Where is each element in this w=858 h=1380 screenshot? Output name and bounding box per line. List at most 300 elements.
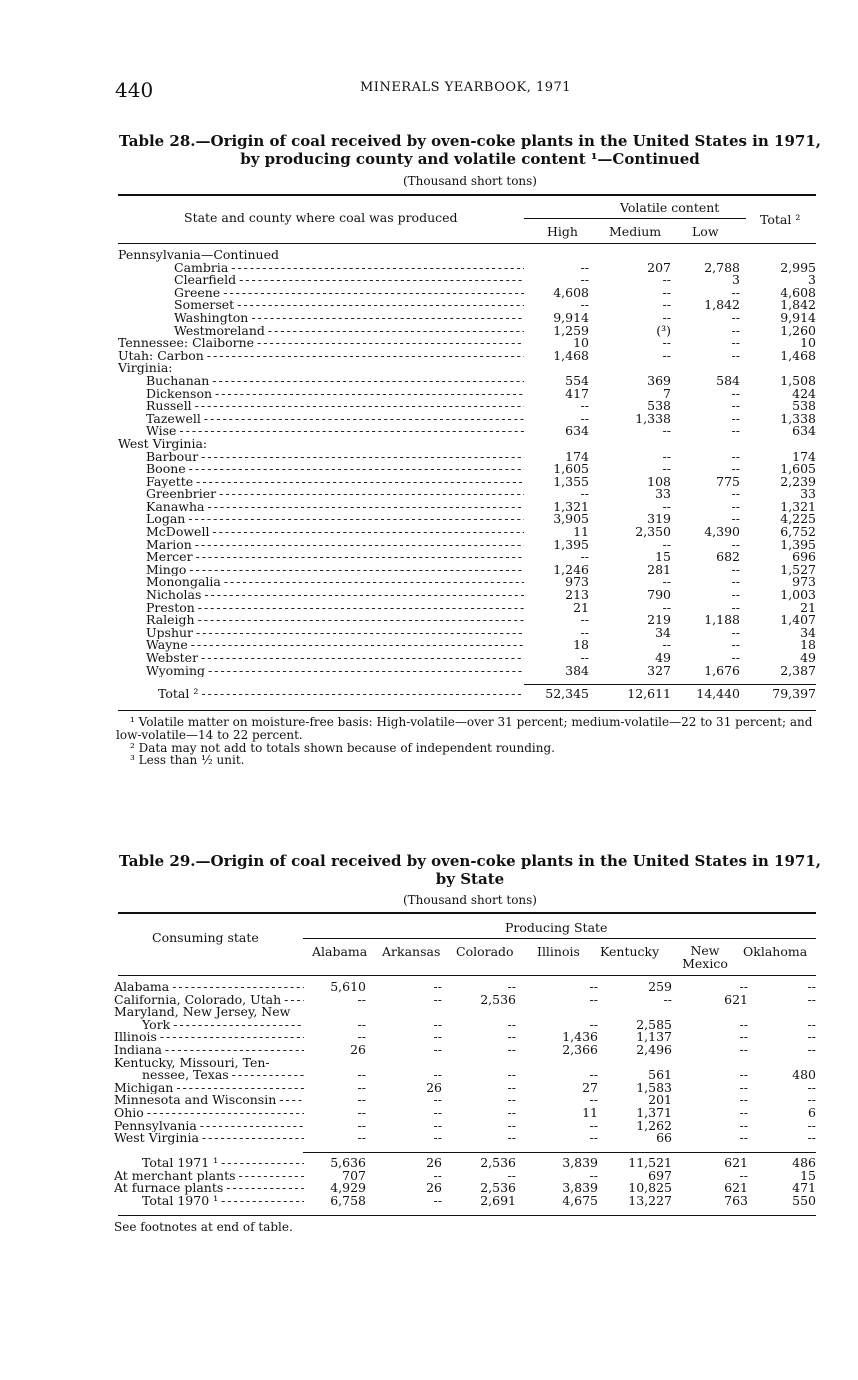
table28-cell-2: 3: [732, 274, 740, 287]
table29-cell-0: 26: [350, 1043, 366, 1057]
table28-cell-2: --: [731, 652, 740, 665]
table29-note: See footnotes at end of table.: [114, 1220, 293, 1234]
table28-cell-3: 696: [792, 551, 816, 564]
table29-summary-cell-0: 5,636: [330, 1157, 366, 1170]
row-label: [118, 413, 524, 426]
table29-cell-3: --: [589, 1119, 598, 1133]
table28-cell-0: 1,321: [553, 500, 589, 514]
table29-cell-5: --: [739, 1069, 748, 1082]
table29-summary-cell-3: 4,675: [562, 1194, 598, 1208]
table28-cell-2: --: [731, 387, 740, 401]
table28-cell-2: --: [731, 538, 740, 552]
table28-cell-2: --: [731, 400, 740, 413]
table29-header-rule: [118, 975, 816, 976]
row-label-text: Tazewell: [146, 412, 201, 426]
row-label-text: Mercer: [146, 551, 193, 564]
table28-cell-1: --: [662, 274, 671, 287]
table28-cell-3: 1,508: [780, 374, 816, 388]
table28-row: [118, 526, 816, 539]
table28-cell-1: 15: [655, 551, 671, 564]
table28-cell-1: --: [662, 639, 671, 652]
total-high: 52,345: [545, 688, 589, 701]
row-label: [118, 262, 524, 275]
leader-dots: [248, 312, 524, 325]
table29-row: [114, 1094, 816, 1107]
row-label-text: Logan: [146, 513, 186, 527]
table29-bottom-rule: [118, 1215, 816, 1216]
row-label-text: Wayne: [146, 639, 188, 652]
table29-cell-6: [748, 1006, 816, 1019]
table29-row: [114, 1044, 816, 1057]
table29-group-rule: [303, 938, 816, 939]
table28-cell-3: 18: [800, 639, 816, 652]
row-label: [114, 1132, 304, 1145]
row-label-text: Cambria: [174, 261, 229, 275]
table29-summary: [114, 1157, 816, 1207]
row-label-text: Preston: [146, 601, 195, 615]
row-label: [118, 476, 524, 489]
row-label-text: Wise: [146, 425, 177, 438]
table28-cell-2: --: [731, 488, 740, 501]
row-label: [118, 501, 524, 514]
leader-dots: [176, 425, 524, 438]
table28-cell-0: 1,605: [553, 463, 589, 476]
table28-cell-2: --: [731, 500, 740, 514]
table28-cell-1: 2,350: [635, 526, 671, 539]
table29-cell-6: --: [807, 993, 816, 1007]
table28-row: [118, 388, 816, 401]
row-label: [114, 1031, 304, 1044]
row-label: Total ² - - -: [118, 688, 524, 701]
table28-cell-1: [589, 249, 671, 262]
table29-cell-2: --: [507, 1081, 516, 1095]
table29-summary-cell-4: 11,521: [628, 1157, 672, 1170]
table28-cell-0: 1,246: [553, 563, 589, 577]
table29-summary-cell-3: 3,839: [562, 1157, 598, 1170]
row-label-text: Fayette: [146, 475, 194, 489]
table28-cell-2: --: [731, 639, 740, 652]
row-label: [118, 513, 524, 526]
table28-row: [118, 589, 816, 602]
leader-dots: [281, 994, 304, 1007]
table29-cell-6: --: [807, 1081, 816, 1095]
table28-row: [118, 463, 816, 476]
table29-cell-0: --: [357, 1094, 366, 1107]
row-label-text: Clearfield: [174, 274, 237, 287]
table29-title-line1: Table 29.—Origin of coal received by oven-coke plants in the United States in 1971,: [119, 852, 821, 870]
row-label: [118, 400, 524, 413]
table29-cell-1: [366, 1057, 442, 1070]
row-label: [118, 564, 524, 577]
row-label-text: At merchant plants: [114, 1169, 236, 1183]
table29-cell-6: 6: [808, 1106, 816, 1120]
leader-dots: [198, 652, 524, 665]
table28-cell-3: [740, 438, 816, 451]
table28-cell-2: --: [731, 450, 740, 464]
row-label-text: At furnace plants: [114, 1182, 224, 1195]
table28-cell-1: --: [662, 337, 671, 350]
row-label-text: Michigan: [114, 1081, 174, 1095]
table28-cell-0: --: [580, 652, 589, 665]
leader-dots: [197, 1120, 304, 1133]
table28-cell-3: 424: [792, 387, 816, 401]
table29-summary-cell-2: 2,536: [480, 1157, 516, 1170]
table29-cell-1: --: [433, 993, 442, 1007]
table28-cell-0: 3,905: [553, 513, 589, 527]
table29-row: [114, 1107, 816, 1120]
table28-row: [118, 325, 816, 338]
table28-cell-1: --: [662, 311, 671, 325]
table28-cell-3: 1,842: [780, 299, 816, 312]
table29-summary-cell-2: 2,691: [480, 1194, 516, 1208]
table28-cell-2: --: [731, 324, 740, 338]
table28-cell-2: --: [731, 425, 740, 438]
table28-cell-0: --: [580, 488, 589, 501]
table29-cell-6: --: [807, 1018, 816, 1032]
table28-cell-2: 1,188: [704, 614, 740, 627]
table29-cell-4: 1,371: [636, 1106, 672, 1120]
table28-cell-2: --: [731, 513, 740, 527]
row-label-text: West Virginia:: [118, 437, 208, 451]
table29-cell-4: 1,262: [636, 1119, 672, 1133]
row-label: [118, 652, 524, 665]
table29-cell-6: --: [807, 981, 816, 994]
table28-row: [118, 652, 816, 665]
leader-dots: [236, 274, 524, 287]
table29-row: [114, 1031, 816, 1044]
table29-cell-2: --: [507, 981, 516, 994]
row-label: [114, 1094, 304, 1107]
row-label-text: Dickenson: [146, 387, 213, 401]
table29-cell-2: --: [507, 1043, 516, 1057]
total-total: 79,397: [772, 688, 816, 701]
table28-cell-0: [524, 249, 589, 262]
table28-cell-1: 207: [647, 261, 671, 275]
table28-unit: (Thousand short tons): [402, 174, 537, 188]
table28-cell-3: 1,468: [780, 349, 816, 363]
page-number: 440: [115, 78, 154, 102]
leader-dots: [198, 451, 524, 464]
table28-cell-1: (³): [656, 324, 671, 338]
table29-cell-4: 2,496: [636, 1043, 672, 1057]
leader-dots: [209, 375, 524, 388]
table29-row: [114, 1057, 816, 1070]
table28-cell-2: 584: [716, 374, 740, 388]
table29-cell-0: --: [357, 1069, 366, 1082]
row-label: [118, 425, 524, 438]
table29-summary-cell-6: 15: [800, 1169, 816, 1183]
table28-cell-1: 281: [647, 563, 671, 577]
row-label-text: Pennsylvania—Continued: [118, 249, 279, 262]
table28-cell-1: --: [662, 500, 671, 514]
table29-summary-cell-6: 486: [792, 1157, 816, 1170]
table28-cell-2: --: [731, 311, 740, 325]
table29-col-colorado: Colorado: [456, 944, 514, 959]
table28-cell-1: 327: [647, 664, 671, 678]
table28-cell-0: 9,914: [553, 311, 589, 325]
table29-total-rule: [303, 1152, 816, 1153]
row-label-text: Washington: [174, 311, 249, 325]
table28-cell-3: 1,395: [780, 538, 816, 552]
table28-cell-2: --: [731, 563, 740, 577]
table29-summary-cell-0: 707: [342, 1169, 366, 1183]
table28-title-line1: Table 28.—Origin of coal received by oven-coke plants in the United States in 1971,: [119, 132, 821, 150]
row-label: [118, 325, 524, 338]
table29-cell-1: --: [433, 1069, 442, 1082]
row-label: [114, 1120, 304, 1133]
leader-dots: [218, 1157, 304, 1170]
row-label: [114, 1069, 304, 1082]
row-label: [118, 551, 524, 564]
leader-dots: [192, 539, 524, 552]
table29-row: [114, 1019, 816, 1032]
table29-cell-5: --: [739, 1094, 748, 1107]
row-label-text: Total 1971 ¹: [142, 1157, 219, 1170]
table28-col-low: Low: [692, 224, 719, 239]
table28-cell-0: [524, 438, 589, 451]
table29-cell-4: [598, 1057, 672, 1070]
table28-cell-0: 1,468: [553, 349, 589, 363]
row-label: [118, 602, 524, 615]
table28-cell-0: 417: [565, 387, 589, 401]
row-label-text: Mingo: [146, 563, 187, 577]
table28-top-rule: [118, 194, 816, 196]
table29-cell-5: --: [739, 1132, 748, 1145]
table29-group-header: Producing State: [505, 920, 608, 935]
table29-cell-5: --: [739, 1119, 748, 1133]
table28-cell-0: 1,395: [553, 538, 589, 552]
table28-row: [118, 614, 816, 627]
row-label: [118, 337, 524, 350]
table28-cell-3: 1,338: [780, 412, 816, 426]
table28-row: [118, 665, 816, 678]
table29-cell-1: --: [433, 1132, 442, 1145]
table29-cell-0: --: [357, 1132, 366, 1145]
table28-row: [118, 249, 816, 262]
table29-cell-3: --: [589, 1132, 598, 1145]
table28-cell-3: 21: [800, 601, 816, 615]
table28-row: [118, 513, 816, 526]
table28-cell-0: --: [580, 261, 589, 275]
table29-col-new-mexico: New Mexico: [682, 943, 728, 971]
total-low: 14,440: [696, 688, 740, 701]
table28-row: [118, 362, 816, 375]
table28-cell-2: --: [731, 576, 740, 590]
table29-cell-1: [366, 1006, 442, 1019]
table29-cell-4: 561: [648, 1069, 672, 1082]
table29-cell-0: [304, 1006, 366, 1019]
row-label-text: Boone: [146, 463, 186, 476]
table28-row: [118, 501, 816, 514]
leader-dots: [188, 639, 524, 652]
table29-cell-2: --: [507, 1069, 516, 1082]
table28-cell-3: 1,605: [780, 463, 816, 476]
table29-title-line2: by State: [435, 870, 505, 888]
table29-stub-header: Consuming state: [152, 930, 259, 945]
row-label: [118, 312, 524, 325]
leader-dots: [201, 413, 524, 426]
table29-cell-4: 1,137: [636, 1031, 672, 1044]
table28-stub-header: State and county where coal was produced: [184, 210, 458, 225]
table29-cell-6: --: [807, 1043, 816, 1057]
table29-cell-2: --: [507, 1018, 516, 1032]
leader-dots: [157, 1031, 304, 1044]
leader-dots: [236, 1170, 304, 1183]
table29-summary-row: [114, 1182, 816, 1195]
table28-cell-2: [671, 249, 740, 262]
table29-cell-1: --: [433, 1094, 442, 1107]
table29-cell-5: --: [739, 1081, 748, 1095]
leader-dots: [228, 262, 524, 275]
table28-cell-3: 49: [800, 652, 816, 665]
leader-dots: [204, 350, 524, 363]
table29-cell-5: --: [739, 1106, 748, 1120]
row-label-text: Total 1970 ¹: [142, 1194, 219, 1208]
table29-summary-row: [114, 1157, 816, 1170]
table29-row: [114, 1069, 816, 1082]
table28-cell-1: --: [662, 286, 671, 300]
row-label-text: Indiana: [114, 1043, 162, 1057]
leader-dots: [265, 325, 524, 338]
leader-dots: [212, 388, 524, 401]
table28-cell-1: --: [662, 299, 671, 312]
table28-cell-3: 538: [792, 400, 816, 413]
row-label-text: Illinois: [114, 1031, 157, 1044]
row-label-text: Kentucky, Missouri, Ten-: [114, 1056, 270, 1070]
table29-cell-5: 621: [724, 993, 748, 1007]
table28-row: [118, 639, 816, 652]
table28-col-high: High: [547, 224, 578, 239]
table29-cell-0: --: [357, 1018, 366, 1032]
table28-title-line2: by producing county and volatile content ¹—Continued: [240, 150, 700, 168]
table28-cell-2: 1,842: [704, 299, 740, 312]
table29-summary-cell-4: 697: [648, 1169, 672, 1183]
row-label: [114, 981, 304, 994]
table29-cell-3: 1,436: [562, 1031, 598, 1044]
leader-dots: [254, 337, 524, 350]
table29-row: [114, 1132, 816, 1145]
leader-dots: [173, 1082, 304, 1095]
table28-cell-1: --: [662, 601, 671, 615]
table29-summary-cell-3: 3,839: [562, 1182, 598, 1195]
table29-cell-0: --: [357, 1106, 366, 1120]
table28-cell-0: 1,259: [553, 324, 589, 338]
table29-cell-4: 66: [656, 1132, 672, 1145]
row-label: [118, 375, 524, 388]
table28-cell-1: 319: [647, 513, 671, 527]
table29-cell-2: --: [507, 1031, 516, 1044]
row-label: [118, 388, 524, 401]
table29-cell-0: --: [357, 1119, 366, 1133]
table29-cell-2: [442, 1057, 516, 1070]
table29-cell-5: --: [739, 1043, 748, 1057]
leader-dots: [209, 526, 524, 539]
table28-row: [118, 451, 816, 464]
table28-cell-1: --: [662, 425, 671, 438]
row-label-text: Greene: [174, 286, 221, 300]
table28-cell-3: 1,321: [780, 500, 816, 514]
table28-cell-3: 9,914: [780, 311, 816, 325]
table28-cell-0: --: [580, 400, 589, 413]
table29-cell-3: --: [589, 1094, 598, 1107]
leader-dots: [220, 287, 524, 300]
leader-dots: [169, 981, 304, 994]
row-label-text: Virginia:: [118, 362, 173, 375]
table28-group-header: Volatile content: [620, 200, 720, 215]
table28-cell-3: 1,407: [780, 614, 816, 627]
row-label-text: Webster: [146, 652, 199, 665]
table29-cell-5: --: [739, 1031, 748, 1044]
table28-cell-1: 34: [655, 626, 671, 640]
table29-cell-2: --: [507, 1119, 516, 1133]
leader-dots: [144, 1107, 304, 1120]
row-label-text: Alabama: [114, 981, 170, 994]
table28-cell-2: 775: [716, 475, 740, 489]
table29-row: [114, 1082, 816, 1095]
table28-cell-2: --: [731, 337, 740, 350]
row-label: [114, 1157, 304, 1170]
table29-cell-5: --: [739, 981, 748, 994]
row-label-text: Upshur: [146, 626, 194, 640]
row-label: [114, 1044, 304, 1057]
leader-dots: [192, 400, 524, 413]
table28-cell-1: [589, 438, 671, 451]
row-label: [114, 994, 304, 1007]
row-label-text: Greenbrier: [146, 488, 217, 501]
table28-cell-0: --: [580, 299, 589, 312]
table29-row: [114, 1006, 816, 1019]
table29-cell-5: --: [739, 1018, 748, 1032]
row-label: [118, 438, 524, 451]
table29-summary-cell-5: --: [739, 1169, 748, 1183]
table29-cell-1: --: [433, 1119, 442, 1133]
table29-col-arkansas: Arkansas: [382, 944, 441, 959]
table28-row: [118, 425, 816, 438]
table29-cell-5: [672, 1057, 748, 1070]
row-label-text: Minnesota and Wisconsin: [114, 1094, 277, 1107]
table29-cell-3: --: [589, 1069, 598, 1082]
table29-cell-3: [516, 1057, 598, 1070]
table28-row: [118, 413, 816, 426]
row-label: [118, 539, 524, 552]
table29-summary-row: [114, 1195, 816, 1208]
table29-cell-1: --: [433, 1106, 442, 1120]
table28-cell-2: --: [731, 626, 740, 640]
table28-total-rule: [524, 684, 816, 685]
row-label-text: Buchanan: [146, 374, 210, 388]
table28-row: [118, 400, 816, 413]
row-label: [114, 1195, 304, 1208]
row-label-text: nessee, Texas: [142, 1069, 229, 1082]
table28-cell-3: 174: [792, 450, 816, 464]
table29-summary-cell-5: 763: [724, 1194, 748, 1208]
table28-cell-0: 18: [573, 639, 589, 652]
row-label: [118, 576, 524, 589]
table29-cell-6: --: [807, 1094, 816, 1107]
table28-cell-3: 2,995: [780, 261, 816, 275]
table28-cell-0: 174: [565, 450, 589, 464]
row-label-text: Russell: [146, 400, 192, 413]
row-label: [118, 589, 524, 602]
row-label: [118, 451, 524, 464]
table29-unit: (Thousand short tons): [402, 893, 537, 907]
table28-cell-2: --: [731, 463, 740, 476]
leader-dots: [223, 1182, 304, 1195]
table28-cell-1: 538: [647, 400, 671, 413]
row-label-text: Tennessee: Claiborne: [118, 337, 255, 350]
row-label: [114, 1019, 304, 1032]
row-label: [114, 1082, 304, 1095]
